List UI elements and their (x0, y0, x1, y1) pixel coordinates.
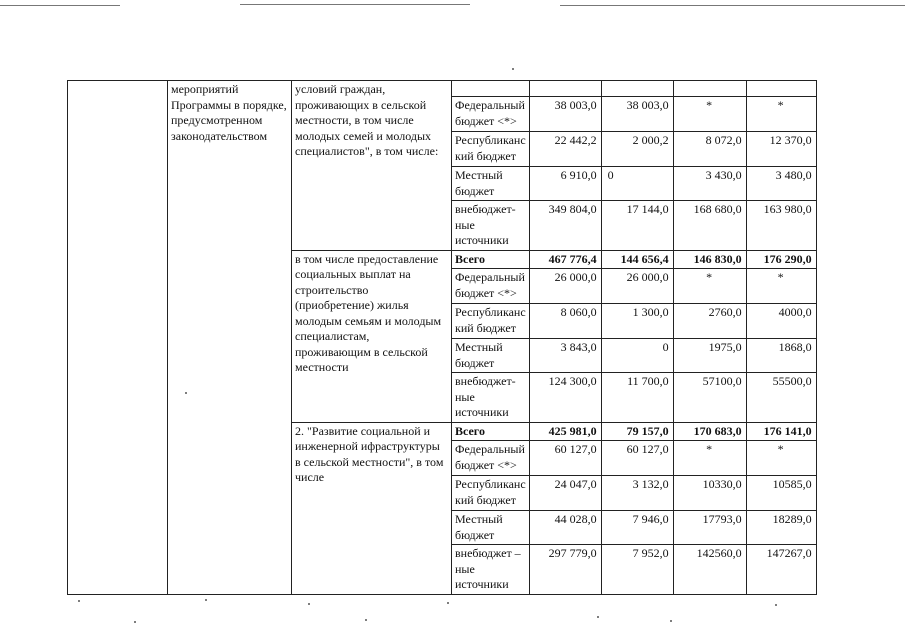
value-year-1: 0 (601, 167, 673, 201)
source-cell: Республиканс кий бюджет (452, 304, 530, 339)
value-total: 467 776,4 (529, 250, 601, 269)
value-year-1 (601, 81, 673, 97)
value-total (529, 81, 601, 97)
value-year-3: 55500,0 (746, 373, 816, 423)
value-year-2: 1975,0 (673, 339, 746, 373)
source-cell: Федеральный бюджет <*> (452, 269, 530, 304)
scan-speck (365, 619, 367, 621)
value-year-2: 168 680,0 (673, 201, 746, 251)
block-description-cell: 2. "Развитие социальной и инженерной ифраструктуры в сельской местности", в том числе (292, 422, 452, 594)
scan-speck (512, 68, 514, 70)
scan-speck (308, 603, 310, 605)
scan-line-top-right (560, 5, 905, 6)
measure-description-cell: мероприятий Программы в порядке, предусмотренном законодательством (168, 81, 292, 595)
value-year-2: 17793,0 (673, 511, 746, 545)
value-year-2: 57100,0 (673, 373, 746, 423)
value-year-1: 38 003,0 (601, 97, 673, 132)
value-total: 44 028,0 (529, 511, 601, 545)
value-total: 8 060,0 (529, 304, 601, 339)
value-total: 425 981,0 (529, 422, 601, 441)
value-year-2: * (673, 97, 746, 132)
source-cell: Всего (452, 250, 530, 269)
source-cell: Республиканс кий бюджет (452, 132, 530, 167)
value-year-1: 11 700,0 (601, 373, 673, 423)
value-year-3: 10585,0 (746, 476, 816, 511)
value-year-2: 8 072,0 (673, 132, 746, 167)
value-total: 26 000,0 (529, 269, 601, 304)
source-cell: Федеральный бюджет <*> (452, 441, 530, 476)
value-year-3: 18289,0 (746, 511, 816, 545)
value-year-3: 4000,0 (746, 304, 816, 339)
value-year-3: 176 290,0 (746, 250, 816, 269)
scan-line-top-mid (240, 4, 470, 5)
value-year-3: * (746, 269, 816, 304)
value-total: 349 804,0 (529, 201, 601, 251)
value-year-1: 2 000,2 (601, 132, 673, 167)
value-year-3: * (746, 441, 816, 476)
value-year-1: 144 656,4 (601, 250, 673, 269)
budget-table (67, 80, 817, 595)
value-year-3: 163 980,0 (746, 201, 816, 251)
source-cell: Федеральный бюджет <*> (452, 97, 530, 132)
value-year-1: 7 946,0 (601, 511, 673, 545)
value-year-2: 10330,0 (673, 476, 746, 511)
value-year-1: 60 127,0 (601, 441, 673, 476)
source-cell: Республиканс кий бюджет (452, 476, 530, 511)
source-cell (452, 81, 530, 97)
value-year-1: 0 (601, 339, 673, 373)
scan-speck (134, 621, 136, 623)
value-total: 6 910,0 (529, 167, 601, 201)
value-year-1: 3 132,0 (601, 476, 673, 511)
source-cell: Всего (452, 422, 530, 441)
value-year-1: 79 157,0 (601, 422, 673, 441)
value-year-2 (673, 81, 746, 97)
block-description-cell: в том числе предоставление социальных выплат на строительство (приобретение) жилья молодым семьям и молодым специалистам, проживающим в сельской местности (292, 250, 452, 422)
value-year-2: 146 830,0 (673, 250, 746, 269)
value-year-2: * (673, 269, 746, 304)
value-year-3: * (746, 97, 816, 132)
scan-line-top-left (0, 5, 120, 6)
source-cell: Местный бюджет (452, 167, 530, 201)
value-year-3: 3 480,0 (746, 167, 816, 201)
value-year-3: 176 141,0 (746, 422, 816, 441)
value-total: 124 300,0 (529, 373, 601, 423)
value-total: 22 442,2 (529, 132, 601, 167)
value-year-2: 2760,0 (673, 304, 746, 339)
empty-first-column (68, 81, 168, 595)
value-year-3: 147267,0 (746, 545, 816, 595)
value-year-2: 142560,0 (673, 545, 746, 595)
value-year-2: * (673, 441, 746, 476)
scan-speck (205, 599, 207, 601)
source-cell: Местный бюджет (452, 339, 530, 373)
value-year-1: 17 144,0 (601, 201, 673, 251)
value-total: 60 127,0 (529, 441, 601, 476)
scan-speck (775, 604, 777, 606)
value-year-2: 170 683,0 (673, 422, 746, 441)
value-year-3 (746, 81, 816, 97)
source-cell: Местный бюджет (452, 511, 530, 545)
value-year-2: 3 430,0 (673, 167, 746, 201)
value-year-3: 1868,0 (746, 339, 816, 373)
source-cell: внебюджет-ные источники (452, 373, 530, 423)
value-year-1: 7 952,0 (601, 545, 673, 595)
table-row (68, 81, 817, 97)
value-total: 24 047,0 (529, 476, 601, 511)
value-year-1: 1 300,0 (601, 304, 673, 339)
source-cell: внебюджет – ные источники (452, 545, 530, 595)
scan-speck (78, 600, 80, 602)
scan-speck (597, 616, 599, 618)
value-year-3: 12 370,0 (746, 132, 816, 167)
value-total: 3 843,0 (529, 339, 601, 373)
source-cell: внебюджет-ные источники (452, 201, 530, 251)
value-total: 297 779,0 (529, 545, 601, 595)
value-total: 38 003,0 (529, 97, 601, 132)
value-year-1: 26 000,0 (601, 269, 673, 304)
scan-speck (670, 620, 672, 622)
block-description-cell: условий граждан, проживающих в сельской местности, в том числе молодых семей и молодых специалистов", в том числе: (292, 81, 452, 251)
scan-speck (447, 602, 449, 604)
